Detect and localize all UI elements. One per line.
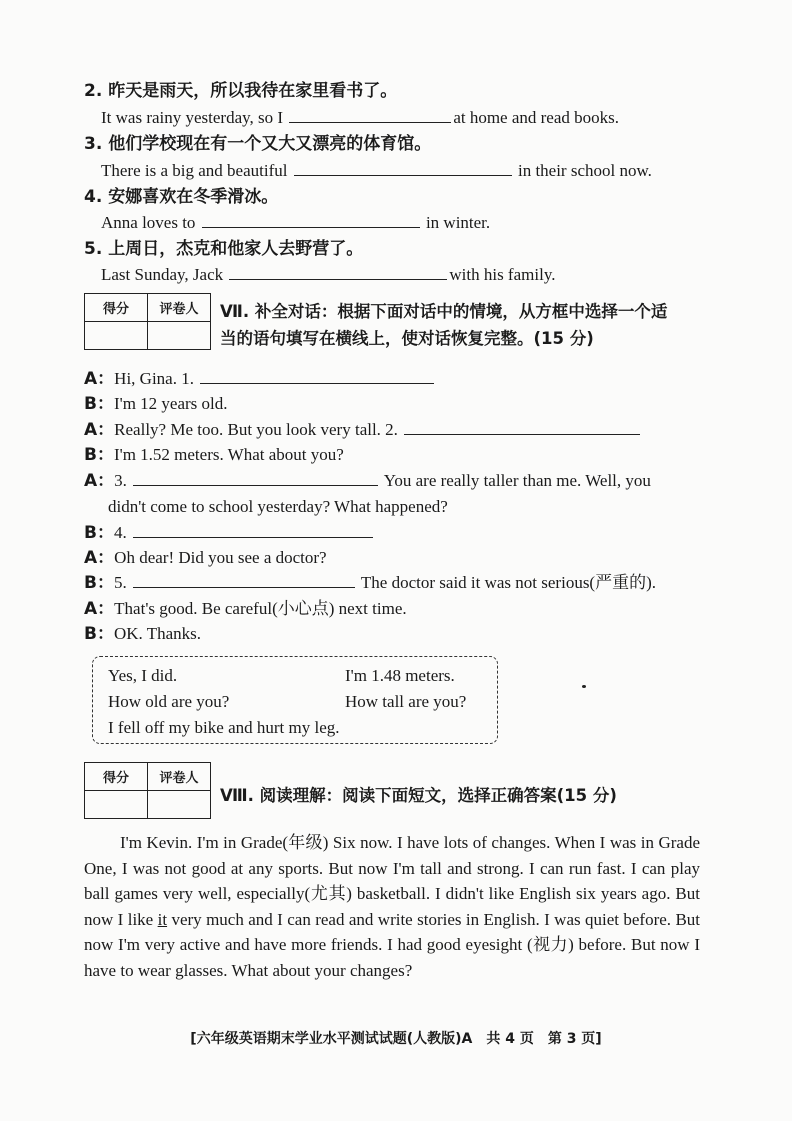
- section-7-title-line1: Ⅶ. 补全对话：根据下面对话中的情境，从方框中选择一个适: [220, 302, 668, 321]
- score-table-section-8: [84, 762, 211, 819]
- options-box: [92, 656, 498, 744]
- option-yes-i-did: Yes, I did.: [108, 666, 178, 685]
- dialogue-line-2: B：I'm 12 years old.: [84, 394, 228, 414]
- score-table-section-7: [84, 293, 211, 350]
- answer-blank-q3[interactable]: [294, 161, 512, 176]
- score-header: 得分: [85, 763, 148, 791]
- dialogue-line-4: B：I'm 1.52 meters. What about you?: [84, 445, 344, 465]
- score-header: 得分: [85, 294, 148, 322]
- dialogue-line-6: B：4.: [84, 522, 375, 544]
- dialogue-line-5b: didn't come to school yesterday? What happened?: [108, 497, 448, 516]
- grader-cell[interactable]: [148, 791, 211, 819]
- question-4-chinese: 4. 安娜喜欢在冬季滑冰。: [84, 187, 279, 207]
- dialogue-blank-4[interactable]: [133, 523, 373, 538]
- dialogue-blank-5[interactable]: [133, 573, 355, 588]
- score-cell[interactable]: [85, 322, 148, 350]
- grader-header: 评卷人: [148, 763, 211, 791]
- grader-cell[interactable]: [148, 322, 211, 350]
- answer-blank-q2[interactable]: [289, 108, 451, 123]
- question-2-sentence: It was rainy yesterday, so I at home and read books.: [101, 108, 620, 127]
- dialogue-blank-3[interactable]: [133, 471, 378, 486]
- dialogue-line-5: A：3. You are really taller than me. Well, you: [84, 471, 651, 491]
- dialogue-line-10: B：OK. Thanks.: [84, 624, 202, 644]
- question-5-chinese: 5. 上周日，杰克和他家人去野营了。: [84, 239, 364, 259]
- dialogue-line-9: A：That's good. Be careful(小心点) next time.: [84, 599, 407, 619]
- dialogue-line-7: A：Oh dear! Did you see a doctor?: [84, 548, 327, 568]
- section-8-title: Ⅷ. 阅读理解：阅读下面短文，选择正确答案(15 分): [220, 786, 617, 805]
- question-3-chinese: 3. 他们学校现在有一个又大又漂亮的体育馆。: [84, 134, 432, 154]
- question-2-chinese: 2. 昨天是雨天，所以我待在家里看书了。: [84, 81, 398, 101]
- answer-blank-q5[interactable]: [229, 265, 447, 280]
- page-footer: [六年级英语期末学业水平测试试题(人教版)A 共 4 页 第 3 页]: [190, 1031, 602, 1047]
- section-7-title-line2: 当的语句填写在横线上，使对话恢复完整。(15 分): [220, 329, 594, 348]
- question-4-sentence: Anna loves to in winter.: [101, 213, 491, 232]
- underlined-word: it: [157, 909, 168, 929]
- dialogue-line-3: A：Really? Me too. But you look very tall. 2.: [84, 419, 642, 441]
- question-5-sentence: Last Sunday, Jack with his family.: [101, 265, 556, 284]
- answer-blank-q4[interactable]: [202, 213, 420, 228]
- option-how-tall: How tall are you?: [345, 692, 467, 711]
- option-fell-off-bike: I fell off my bike and hurt my leg.: [108, 718, 340, 737]
- question-3-sentence: There is a big and beautiful in their school now.: [101, 161, 652, 180]
- dialogue-blank-1[interactable]: [200, 369, 434, 384]
- reading-passage: I'm Kevin. I'm in Grade(年级) Six now. I have lots of changes. When I was in Grade One, I was not good at any sports. But now I'm tall and strong. I can run fast. I can play ball games very well, especially(尤其) basketball. I didn't like English six years ago. But now I like it very much and I can read and write stories in English. I was quiet before. But now I'm very active and have more friends. I had good eyesight (视力) before. But now I have to wear glasses. What about your changes?: [84, 833, 700, 980]
- option-how-old: How old are you?: [108, 692, 230, 711]
- dialogue-line-1: A：Hi, Gina. 1.: [84, 368, 436, 390]
- dialogue-blank-2[interactable]: [404, 420, 640, 435]
- grader-header: 评卷人: [148, 294, 211, 322]
- option-height-148: I'm 1.48 meters.: [345, 666, 455, 685]
- stray-mark: [582, 685, 586, 688]
- dialogue-line-8: B：5. The doctor said it was not serious(严重的).: [84, 573, 657, 593]
- score-cell[interactable]: [85, 791, 148, 819]
